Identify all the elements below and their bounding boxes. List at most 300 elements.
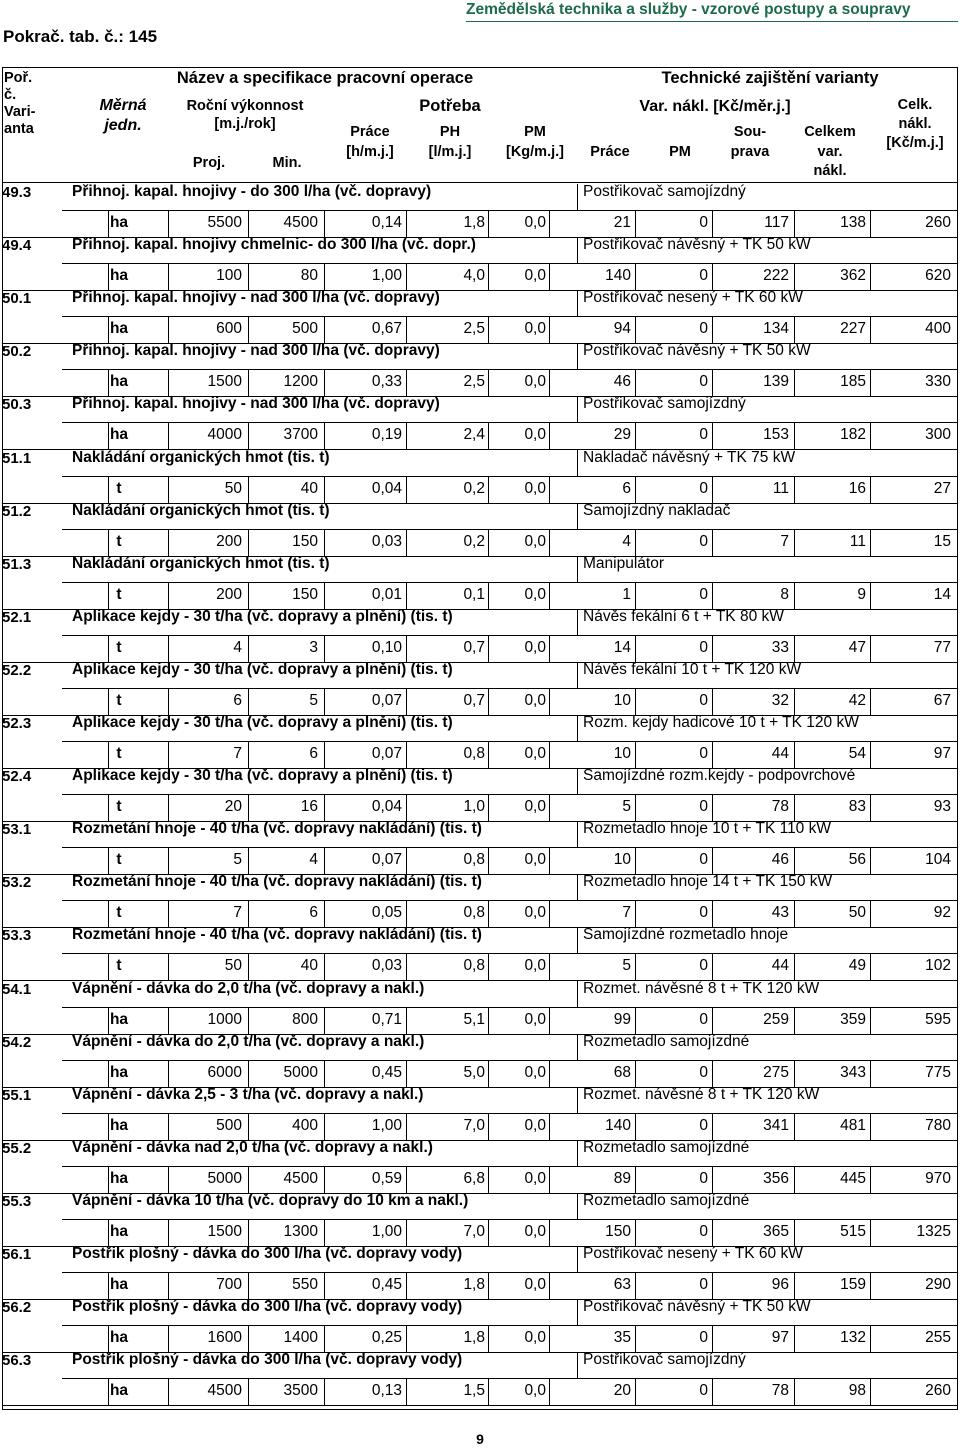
row-id: 55.2: [2, 1140, 32, 1157]
table-right-border: [957, 67, 958, 1410]
cell-ph: 0,7: [463, 692, 485, 709]
cell-separator: [794, 1272, 795, 1299]
cell-separator: [635, 316, 636, 343]
machine-separator: [577, 503, 578, 530]
cell-separator: [870, 1007, 871, 1034]
cell-separator: [794, 1325, 795, 1352]
cell-separator: [794, 900, 795, 927]
row-mid-rule: [62, 369, 958, 370]
cell-separator: [870, 1272, 871, 1299]
header-var-pm: PM: [669, 144, 691, 160]
cell-ph: 0,1: [463, 586, 485, 603]
cell-min: 40: [300, 480, 318, 497]
measure-unit: t: [116, 745, 122, 762]
cell-celk: 780: [925, 1117, 951, 1134]
cell-proj: 500: [216, 1117, 242, 1134]
operation-name: Vápnění - dávka nad 2,0 t/ha (vč. dopravy a nakl.): [72, 1139, 433, 1156]
operation-name: Přihnoj. kapal. hnojivy - nad 300 l/ha (vč. dopravy): [72, 395, 440, 412]
cell-separator: [324, 741, 325, 768]
measure-unit: ha: [109, 1170, 129, 1187]
cell-separator: [635, 1219, 636, 1246]
cell-v-pm: 0: [699, 533, 708, 550]
cell-separator: [248, 316, 249, 343]
cell-v-prace: 68: [613, 1064, 631, 1081]
cell-prace: 0,03: [371, 533, 402, 550]
operation-name: Postřik plošný - dávka do 300 l/ha (vč. dopravy vody): [72, 1245, 463, 1262]
cell-separator: [168, 635, 169, 662]
cell-v-pm: 0: [699, 1064, 708, 1081]
cell-v-pm: 0: [699, 639, 708, 656]
measure-unit: ha: [109, 1276, 129, 1293]
row-mid-rule: [62, 1166, 958, 1167]
cell-celkem-var: 50: [848, 904, 866, 921]
row-mid-rule: [62, 1325, 958, 1326]
header-varianta: Vari-: [4, 104, 36, 120]
cell-separator: [794, 422, 795, 449]
cell-separator: [406, 794, 407, 821]
cell-celkem-var: 515: [840, 1223, 866, 1240]
cell-separator: [712, 1378, 713, 1405]
machine-separator: [577, 343, 578, 370]
cell-separator: [168, 688, 169, 715]
machine-separator: [577, 927, 578, 954]
cell-separator: [488, 900, 489, 927]
cell-separator: [108, 1166, 109, 1193]
cell-separator: [870, 635, 871, 662]
row-id: 56.3: [2, 1352, 32, 1369]
cell-separator: [870, 369, 871, 396]
cell-ph: 6,8: [463, 1170, 485, 1187]
cell-pm: 0,0: [524, 745, 546, 762]
row-id: 51.3: [2, 556, 32, 573]
cell-celk: 260: [925, 214, 951, 231]
machine-separator: [577, 1087, 578, 1114]
operation-name: Aplikace kejdy - 30 t/ha (vč. dopravy a plnění) (tis. t): [72, 767, 453, 784]
header-poradi: Poř.: [4, 70, 33, 86]
cell-separator: [168, 422, 169, 449]
cell-separator: [168, 900, 169, 927]
row-mid-rule: [62, 582, 958, 583]
cell-pm: 0,0: [524, 1223, 546, 1240]
cell-min: 3700: [283, 426, 318, 443]
cell-souprava: 46: [771, 851, 789, 868]
machine-name: Rozmet. návěsné 8 t + TK 120 kW: [583, 980, 820, 997]
cell-min: 4: [309, 851, 318, 868]
machine-name: Postřikovač nesený + TK 60 kW: [583, 289, 803, 306]
cell-separator: [108, 476, 109, 503]
cell-proj: 4000: [207, 426, 242, 443]
cell-souprava: 365: [763, 1223, 789, 1240]
cell-separator: [324, 1272, 325, 1299]
header-celk: Celk.: [897, 97, 933, 113]
cell-separator: [248, 635, 249, 662]
cell-v-pm: 0: [699, 1117, 708, 1134]
cell-proj: 5500: [207, 214, 242, 231]
cell-celk: 102: [925, 957, 951, 974]
measure-unit: ha: [109, 1382, 129, 1399]
header-celkem: Celkem: [804, 124, 856, 140]
cell-separator: [324, 1007, 325, 1034]
cell-separator: [406, 529, 407, 556]
cell-proj: 7: [233, 745, 242, 762]
cell-souprava: 341: [763, 1117, 789, 1134]
cell-separator: [406, 1272, 407, 1299]
measure-unit: ha: [109, 320, 129, 337]
cell-separator: [406, 1325, 407, 1352]
cell-separator: [794, 847, 795, 874]
cell-separator: [549, 1007, 550, 1034]
cell-souprava: 259: [763, 1011, 789, 1028]
cell-separator: [168, 1325, 169, 1352]
machine-name: Rozmet. návěsné 8 t + TK 120 kW: [583, 1086, 820, 1103]
cell-min: 3: [309, 639, 318, 656]
row-id: 54.2: [2, 1034, 32, 1051]
cell-separator: [324, 688, 325, 715]
cell-separator: [168, 1060, 169, 1087]
cell-separator: [549, 953, 550, 980]
row-bottom-rule: [2, 1405, 958, 1406]
cell-separator: [488, 635, 489, 662]
cell-separator: [870, 582, 871, 609]
cell-separator: [108, 210, 109, 237]
cell-separator: [549, 476, 550, 503]
cell-separator: [712, 1219, 713, 1246]
header-prace-unit: [h/m.j.]: [346, 144, 394, 160]
cell-separator: [406, 900, 407, 927]
cell-celkem-var: 54: [848, 745, 866, 762]
cell-separator: [549, 1378, 550, 1405]
cell-separator: [794, 794, 795, 821]
header-proj: Proj.: [192, 155, 226, 171]
cell-v-prace: 46: [613, 373, 631, 390]
cell-souprava: 78: [771, 798, 789, 815]
cell-souprava: 139: [763, 373, 789, 390]
cell-separator: [635, 1113, 636, 1140]
cell-separator: [870, 847, 871, 874]
cell-pm: 0,0: [524, 426, 546, 443]
cell-min: 1400: [283, 1329, 318, 1346]
cell-v-prace: 10: [613, 851, 631, 868]
cell-separator: [712, 635, 713, 662]
cell-separator: [794, 1060, 795, 1087]
cell-separator: [712, 1113, 713, 1140]
machine-name: Postřikovač návěsný + TK 50 kW: [583, 1298, 811, 1315]
cell-separator: [488, 1060, 489, 1087]
cell-separator: [168, 1272, 169, 1299]
cell-separator: [108, 1325, 109, 1352]
measure-unit: t: [116, 586, 122, 603]
cell-v-prace: 1: [622, 586, 631, 603]
cell-separator: [870, 900, 871, 927]
cell-proj: 100: [216, 267, 242, 284]
operation-name: Nakládání organických hmot (tis. t): [72, 502, 330, 519]
cell-separator: [870, 1166, 871, 1193]
cell-celk: 255: [925, 1329, 951, 1346]
row-id: 50.3: [2, 396, 32, 413]
cell-separator: [248, 263, 249, 290]
cell-celk: 400: [925, 320, 951, 337]
cell-separator: [168, 1166, 169, 1193]
cell-separator: [168, 794, 169, 821]
cell-prace: 0,10: [371, 639, 402, 656]
cell-separator: [324, 1113, 325, 1140]
cell-separator: [635, 1272, 636, 1299]
cell-separator: [870, 263, 871, 290]
cell-separator: [406, 476, 407, 503]
cell-separator: [712, 263, 713, 290]
header-merna: Měrná: [99, 97, 147, 114]
cell-pm: 0,0: [524, 1170, 546, 1187]
header-pm-unit: [Kg/m.j.]: [506, 144, 564, 160]
cell-min: 150: [292, 586, 318, 603]
row-id: 49.4: [2, 237, 32, 254]
header-souprava-2: prava: [730, 144, 770, 160]
cell-separator: [406, 953, 407, 980]
row-mid-rule: [62, 422, 958, 423]
cell-pm: 0,0: [524, 798, 546, 815]
header-ph: PH: [439, 124, 461, 140]
cell-separator: [406, 316, 407, 343]
machine-separator: [577, 768, 578, 795]
cell-pm: 0,0: [524, 692, 546, 709]
cell-separator: [712, 688, 713, 715]
cell-celkem-var: 227: [840, 320, 866, 337]
cell-separator: [108, 422, 109, 449]
cell-separator: [406, 741, 407, 768]
cell-separator: [712, 476, 713, 503]
cell-separator: [870, 1113, 871, 1140]
cell-souprava: 33: [771, 639, 789, 656]
cell-separator: [635, 1060, 636, 1087]
cell-v-pm: 0: [699, 1329, 708, 1346]
cell-pm: 0,0: [524, 1276, 546, 1293]
cell-celk: 27: [933, 480, 951, 497]
cell-separator: [794, 1219, 795, 1246]
cell-separator: [488, 1325, 489, 1352]
cell-separator: [635, 794, 636, 821]
cell-celk: 290: [925, 1276, 951, 1293]
cell-prace: 0,45: [371, 1064, 402, 1081]
cell-pm: 0,0: [524, 957, 546, 974]
cell-souprava: 78: [771, 1382, 789, 1399]
cell-separator: [168, 476, 169, 503]
cell-separator: [549, 1113, 550, 1140]
cell-v-pm: 0: [699, 1382, 708, 1399]
cell-souprava: 356: [763, 1170, 789, 1187]
cell-separator: [794, 1113, 795, 1140]
cell-celkem-var: 343: [840, 1064, 866, 1081]
cell-celkem-var: 359: [840, 1011, 866, 1028]
cell-celk: 1325: [916, 1223, 951, 1240]
cell-min: 1200: [283, 373, 318, 390]
row-id: 54.1: [2, 981, 32, 998]
cell-separator: [712, 741, 713, 768]
cell-separator: [870, 1325, 871, 1352]
row-mid-rule: [62, 263, 958, 264]
cell-separator: [712, 1272, 713, 1299]
cell-celk: 330: [925, 373, 951, 390]
operation-name: Rozmetání hnoje - 40 t/ha (vč. dopravy nakládání) (tis. t): [72, 820, 482, 837]
cell-separator: [635, 1325, 636, 1352]
machine-separator: [577, 715, 578, 742]
cell-ph: 5,1: [463, 1011, 485, 1028]
cell-separator: [248, 529, 249, 556]
cell-separator: [794, 210, 795, 237]
cell-separator: [168, 847, 169, 874]
cell-v-pm: 0: [699, 214, 708, 231]
cell-celkem-var: 185: [840, 373, 866, 390]
cell-min: 150: [292, 533, 318, 550]
cell-separator: [549, 1219, 550, 1246]
cell-ph: 7,0: [463, 1117, 485, 1134]
cell-separator: [488, 210, 489, 237]
cell-pm: 0,0: [524, 1011, 546, 1028]
operation-name: Rozmetání hnoje - 40 t/ha (vč. dopravy nakládání) (tis. t): [72, 873, 482, 890]
cell-celkem-var: 49: [848, 957, 866, 974]
cell-celk: 97: [933, 745, 951, 762]
cell-celkem-var: 9: [857, 586, 866, 603]
cell-souprava: 43: [771, 904, 789, 921]
cell-separator: [168, 741, 169, 768]
machine-separator: [577, 396, 578, 423]
cell-separator: [248, 1113, 249, 1140]
cell-separator: [635, 263, 636, 290]
cell-celkem-var: 132: [840, 1329, 866, 1346]
cell-celkem-var: 362: [840, 267, 866, 284]
row-mid-rule: [62, 900, 958, 901]
cell-separator: [248, 476, 249, 503]
cell-celkem-var: 159: [840, 1276, 866, 1293]
cell-proj: 7: [233, 904, 242, 921]
cell-separator: [324, 1378, 325, 1405]
cell-separator: [406, 369, 407, 396]
cell-celk: 77: [933, 639, 951, 656]
cell-souprava: 275: [763, 1064, 789, 1081]
cell-v-pm: 0: [699, 426, 708, 443]
cell-separator: [712, 1325, 713, 1352]
cell-pm: 0,0: [524, 586, 546, 603]
machine-separator: [577, 184, 578, 211]
cell-prace: 1,00: [371, 267, 402, 284]
cell-separator: [549, 635, 550, 662]
cell-separator: [712, 1166, 713, 1193]
cell-separator: [324, 847, 325, 874]
cell-separator: [108, 263, 109, 290]
cell-souprava: 134: [763, 320, 789, 337]
cell-v-pm: 0: [699, 798, 708, 815]
cell-prace: 0,07: [371, 851, 402, 868]
cell-separator: [488, 316, 489, 343]
header-celkem-3: nákl.: [813, 163, 847, 179]
cell-separator: [406, 1060, 407, 1087]
cell-separator: [108, 900, 109, 927]
cell-celk: 15: [933, 533, 951, 550]
cell-separator: [549, 369, 550, 396]
machine-separator: [577, 556, 578, 583]
cell-v-prace: 5: [622, 798, 631, 815]
cell-separator: [108, 1219, 109, 1246]
cell-prace: 0,45: [371, 1276, 402, 1293]
cell-separator: [108, 953, 109, 980]
header-nazev: Název a specifikace pracovní operace: [176, 69, 474, 87]
cell-separator: [635, 210, 636, 237]
cell-separator: [168, 316, 169, 343]
header-var-nakl: Var. nákl. [Kč/měr.j.]: [639, 98, 791, 115]
cell-separator: [549, 1325, 550, 1352]
machine-name: Rozm. kejdy hadicové 10 t + TK 120 kW: [583, 714, 859, 731]
row-mid-rule: [62, 1007, 958, 1008]
cell-separator: [488, 1272, 489, 1299]
cell-ph: 4,0: [463, 267, 485, 284]
cell-separator: [248, 1219, 249, 1246]
cell-min: 40: [300, 957, 318, 974]
cell-ph: 0,2: [463, 480, 485, 497]
cell-separator: [324, 953, 325, 980]
cell-ph: 1,8: [463, 1276, 485, 1293]
cell-min: 500: [292, 320, 318, 337]
cell-separator: [406, 582, 407, 609]
cell-separator: [870, 741, 871, 768]
cell-separator: [870, 476, 871, 503]
cell-celk: 104: [925, 851, 951, 868]
cell-separator: [549, 688, 550, 715]
cell-separator: [324, 263, 325, 290]
machine-name: Nakladač návěsný + TK 75 kW: [583, 449, 796, 466]
cell-separator: [488, 688, 489, 715]
row-id: 52.4: [2, 768, 32, 785]
cell-separator: [794, 476, 795, 503]
cell-separator: [635, 688, 636, 715]
cell-prace: 0,33: [371, 373, 402, 390]
cell-prace: 0,01: [371, 586, 402, 603]
cell-separator: [794, 953, 795, 980]
cell-prace: 0,14: [371, 214, 402, 231]
machine-name: Návěs fekální 10 t + TK 120 kW: [583, 661, 802, 678]
cell-separator: [488, 1113, 489, 1140]
cell-separator: [712, 316, 713, 343]
machine-name: Návěs fekální 6 t + TK 80 kW: [583, 608, 784, 625]
cell-souprava: 117: [764, 214, 789, 231]
operation-name: Aplikace kejdy - 30 t/ha (vč. dopravy a plnění) (tis. t): [72, 714, 453, 731]
cell-separator: [488, 953, 489, 980]
cell-ph: 7,0: [463, 1223, 485, 1240]
cell-separator: [870, 210, 871, 237]
header-rocni-vykonnost: Roční výkonnost: [186, 98, 304, 114]
cell-ph: 2,5: [463, 320, 485, 337]
cell-prace: 0,59: [371, 1170, 402, 1187]
measure-unit: ha: [109, 1329, 129, 1346]
cell-separator: [406, 847, 407, 874]
cell-prace: 0,07: [371, 692, 402, 709]
cell-separator: [248, 741, 249, 768]
cell-proj: 1500: [207, 373, 242, 390]
cell-separator: [168, 1378, 169, 1405]
cell-separator: [488, 422, 489, 449]
cell-ph: 1,5: [463, 1382, 485, 1399]
cell-separator: [248, 847, 249, 874]
cell-v-pm: 0: [699, 480, 708, 497]
cell-separator: [168, 369, 169, 396]
cell-separator: [248, 1272, 249, 1299]
cell-separator: [794, 741, 795, 768]
cell-separator: [406, 635, 407, 662]
cell-separator: [168, 1219, 169, 1246]
cell-v-pm: 0: [699, 904, 708, 921]
cell-min: 4500: [283, 1170, 318, 1187]
header-celk-2: nákl.: [898, 116, 932, 132]
cell-proj: 6: [233, 692, 242, 709]
cell-separator: [549, 1272, 550, 1299]
